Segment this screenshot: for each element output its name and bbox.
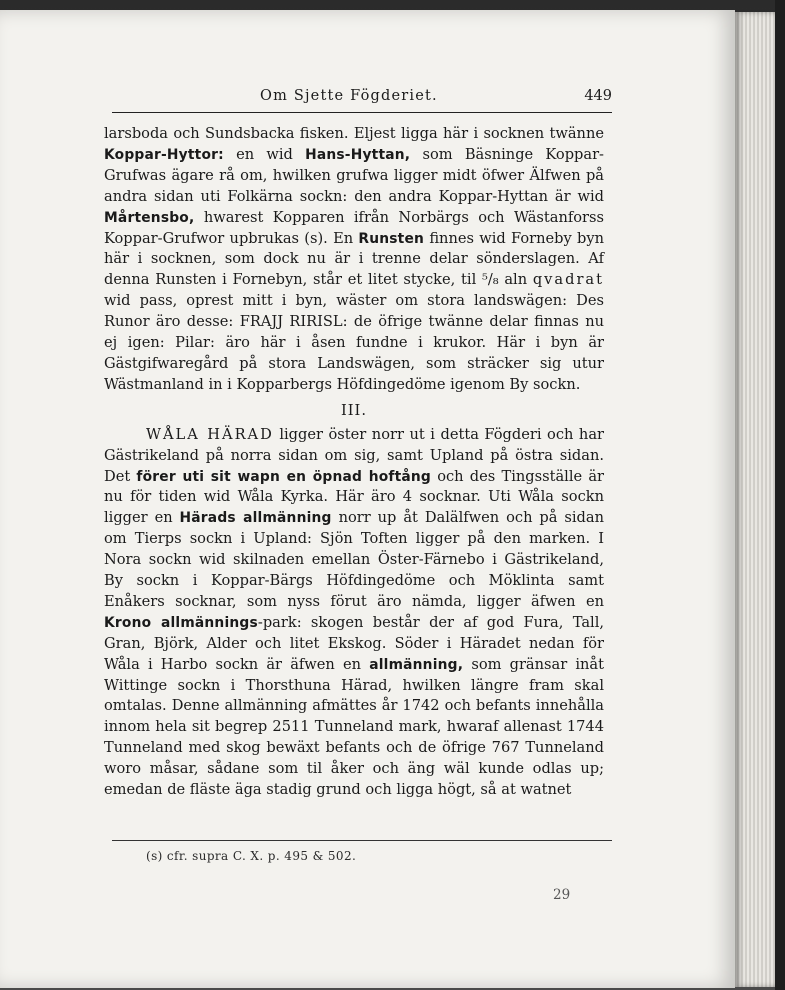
body-text <box>104 124 604 801</box>
text-run: och des Tingsställe är nu för tiden wid Wåla Kyrka. Här äro 4 socknar. Uti Wåla sockn ligger en <box>104 467 605 527</box>
bold-term: Härads allmänning <box>179 510 332 527</box>
text-run: en wid <box>223 145 306 163</box>
book-spine <box>775 0 785 990</box>
text-run: larsboda och Sundsbacka fisken. Eljest ligga här i socknen twänne <box>104 125 604 142</box>
bold-term: Koppar-Hyttor: <box>104 146 224 163</box>
signature-mark: 29 <box>553 887 571 903</box>
text-run: hwarest Kopparen ifrån Norbärgs och Wästanforss Koppar-Grufwor upbrukas (s). En <box>104 208 604 247</box>
section-lead: WÅLA HÄRAD <box>146 425 274 443</box>
bold-term: förer uti sit wapn en öpnad hoftång <box>136 468 432 485</box>
running-head: Om Sjette Fögderiet. <box>260 88 438 104</box>
paragraph-2 <box>104 425 604 801</box>
text-run: som Bäsninge Koppar-Grufwas ägare rå om, hwilken grufwa ligger midt öfwer Älfwen på andra sidan uti Folkärna sockn: den andra Koppar-Hyttan är wid <box>104 145 604 205</box>
paragraph-1 <box>104 124 604 396</box>
bold-term: Hans-Hyttan, <box>305 146 411 163</box>
footnote <box>112 840 612 863</box>
text-run: ligger öster norr ut i detta Fögderi och har Gästrikeland på norra sidan om sig, samt Upland på östra sidan. Det <box>104 425 605 485</box>
text-run: wid pass, oprest mitt i byn, wäster om stora landswägen: Des Runor äro desse: FRAJJ RIRISL: de öfrige twänne delar finnas nu ej igen: Pilar: äro här i åsen fundne i krukor. Här i byn är Gästgifwaregård på stora Landswägen, som sträcker sig utur Wästmanland in i Kopparbergs Höfdingedöme igenom By sockn. <box>104 292 604 393</box>
section-heading: III. <box>341 401 367 419</box>
bold-term: Runsten <box>358 230 425 247</box>
bold-term: Krono allmännings <box>104 614 258 631</box>
text-run: finnes wid Forneby byn här i socknen, som dock nu är i trenne delar sönderslagen. Af denna Runsten i Fornebyn, står et litet stycke, til <box>104 229 604 289</box>
text-run: norr up åt Dalälfwen och på sidan om Tierps sockn i Upland: Sjön Toften ligger på den marken. I Nora sockn wid skilnaden emellan Öster-Färnebo i Gästrikeland, By sockn i Koppar-Bärgs Höfdingedöme och Möklinta samt Enåkers socknar, som nyss förut äro nämda, ligger äfwen en <box>104 509 604 610</box>
page-header <box>112 86 612 113</box>
bold-term: Mårtensbo, <box>104 209 195 226</box>
page-number: 449 <box>584 88 612 104</box>
spaced-term: qvadrat <box>532 271 604 289</box>
fraction: ⁵/₈ <box>481 271 499 289</box>
bold-term: allmänning, <box>369 656 464 673</box>
text-run: aln <box>498 271 533 289</box>
footnote-text: (s) cfr. supra C. X. p. 495 & 502. <box>146 849 357 863</box>
page-edges <box>735 12 775 987</box>
text-run: som gränsar inåt Wittinge sockn i Thorsthuna Härad, hwilken längre fram skal omtalas. Denne allmänning afmättes år 1742 och befants innehålla innom hela sit begrep 2511 Tunneland mark, hwaraf allenast 1744 Tunneland med skog bewäxt befants och de öfrige 767 Tunneland woro måsar, sådane som til åker och äng wäl kunde odlas up; emedan de fläste äga stadig grund och ligga högt, så at watnet <box>104 655 604 799</box>
text-run: -park: skogen består der af god Fura, Tall, Gran, Björk, Alder och litet Ekskog. Söder i Häradet nedan för Wåla i Harbo sockn är äfwen en <box>104 613 604 673</box>
